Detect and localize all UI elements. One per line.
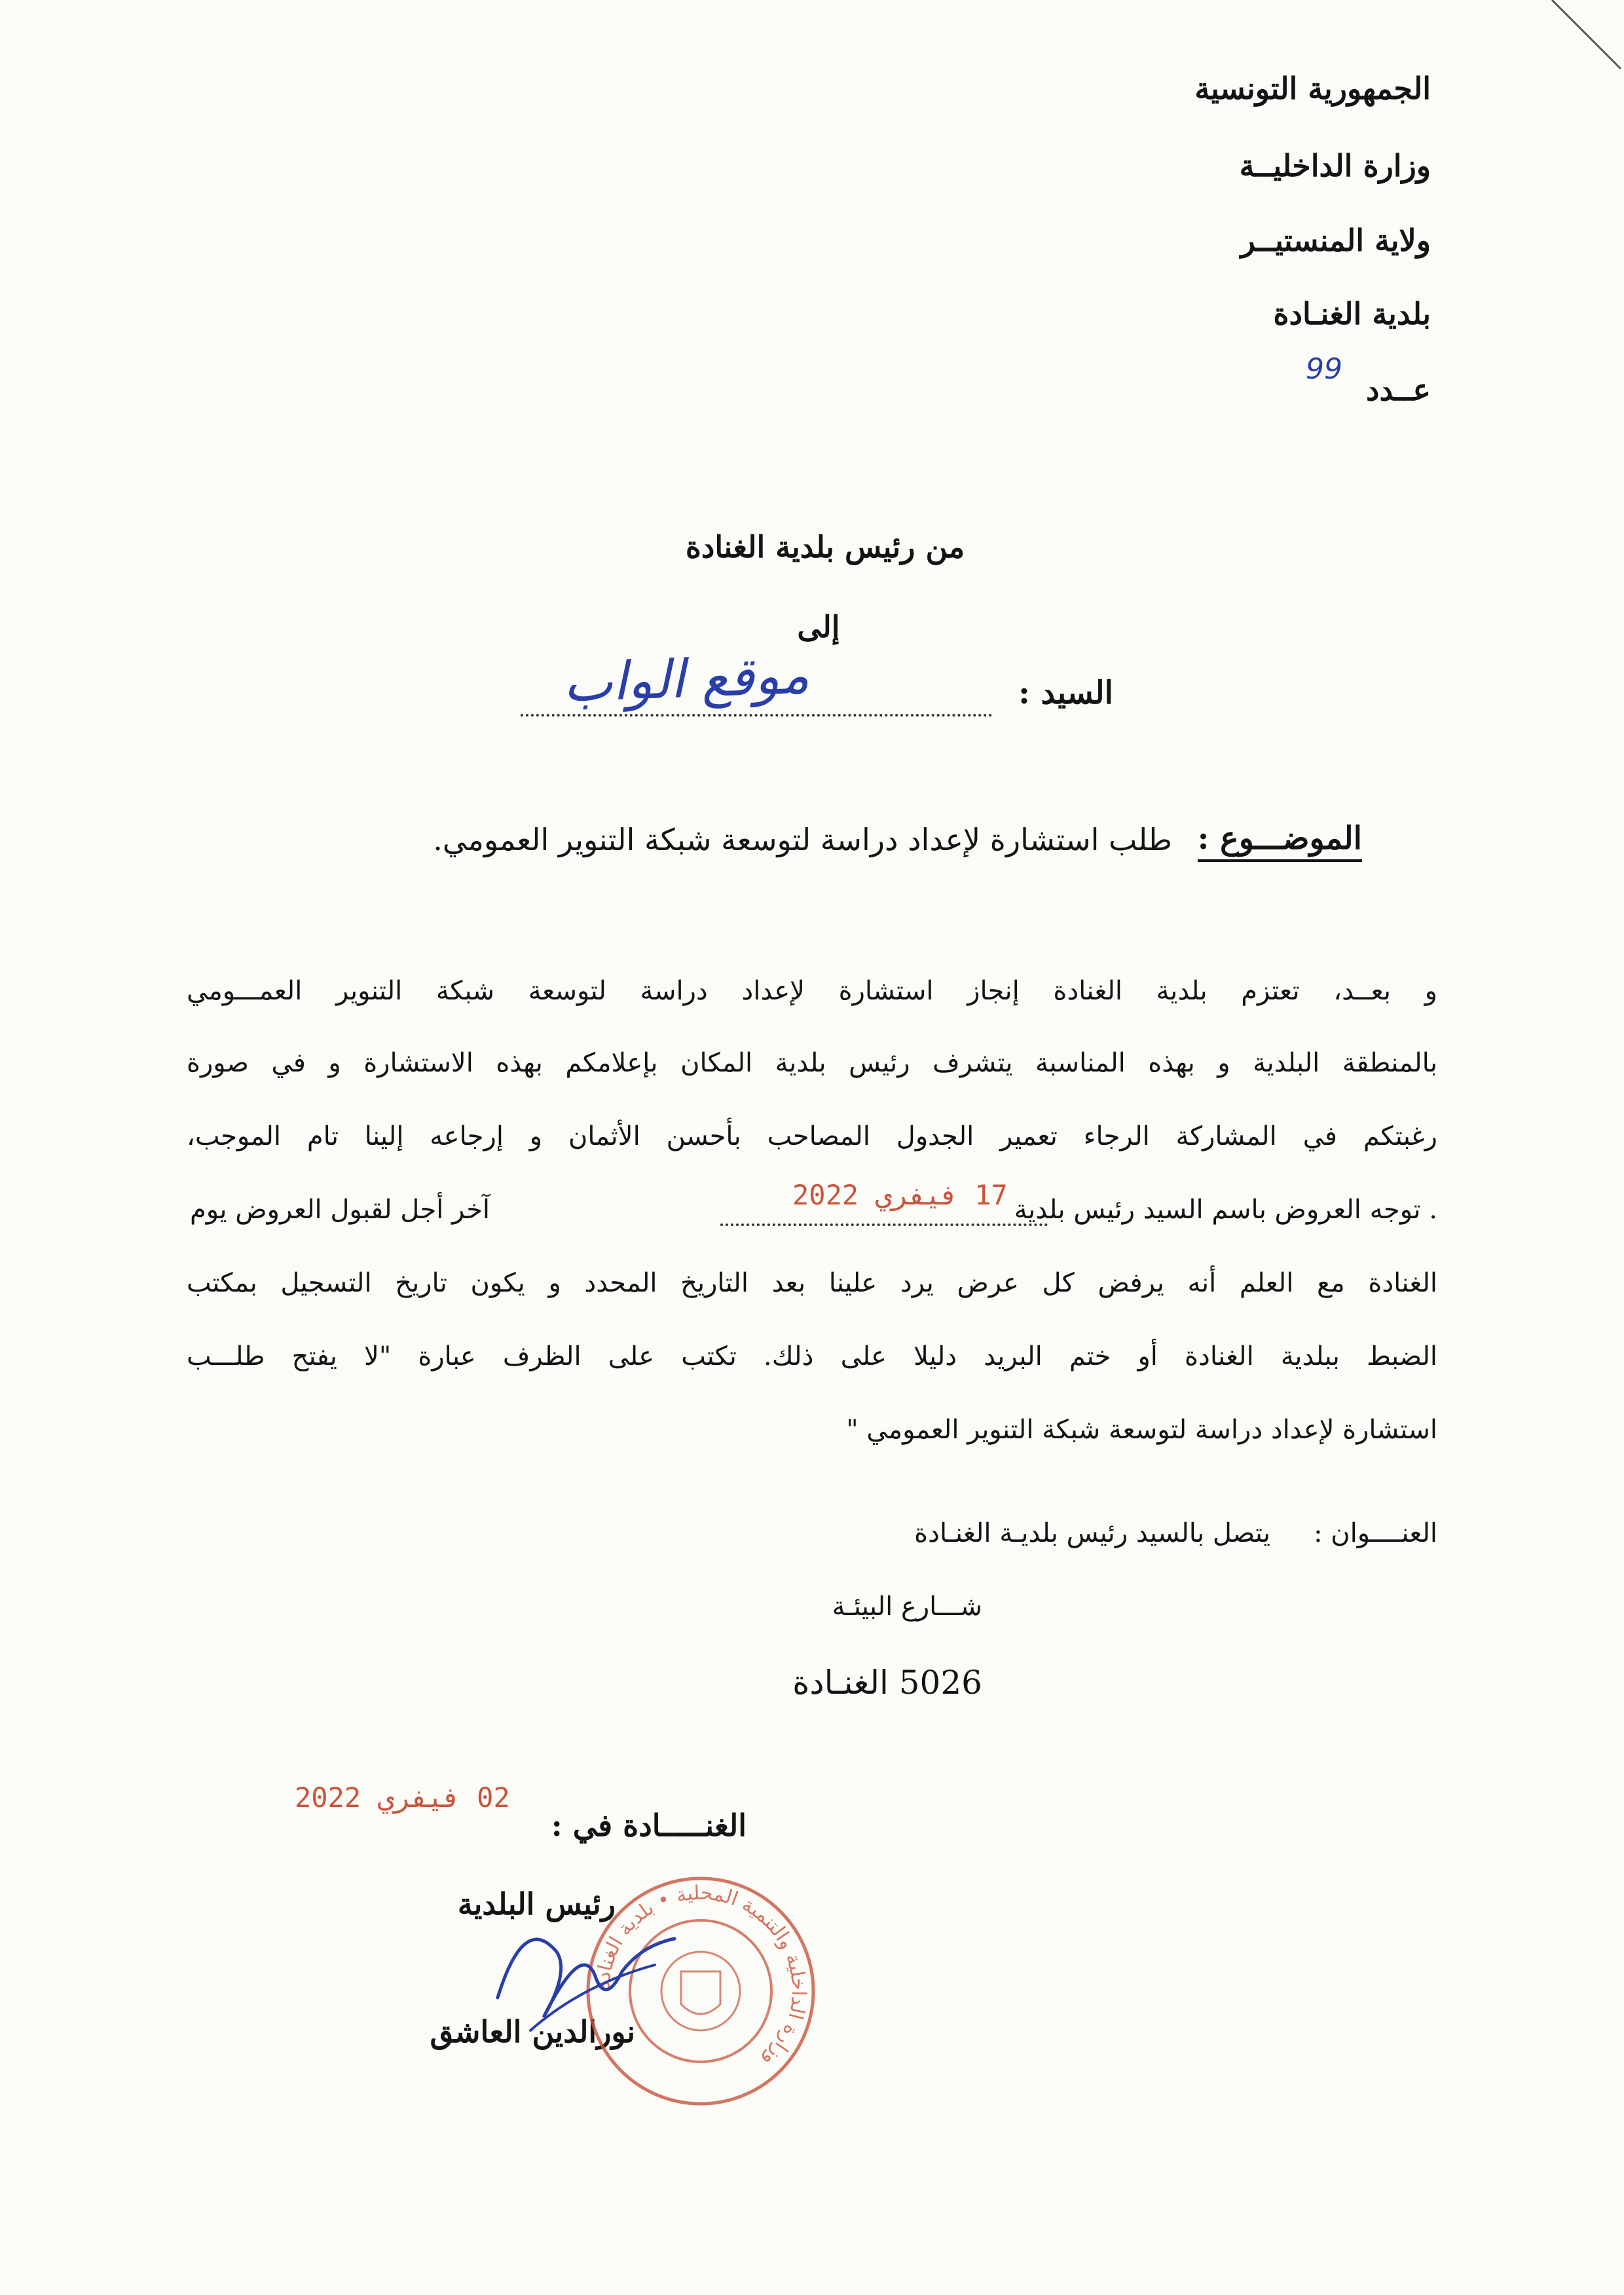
address-line-2: شـــارع البيئـة	[832, 1592, 982, 1622]
signature-name: نورالدين العاشق	[430, 2014, 635, 2049]
body-line-4-end: . توجه العروض باسم السيد رئيس بلدية	[1014, 1195, 1437, 1225]
address-line-1: يتصل بالسيد رئيس بلديـة الغنـادة	[914, 1518, 1270, 1548]
header-governorate: ولاية المنستيــر	[1240, 223, 1431, 258]
subject-text: طلب استشارة لإعداد دراسة لتوسعة شبكة التنوير العمومي.	[433, 822, 1172, 857]
address-label: العنــــوان :	[1314, 1518, 1437, 1548]
signature-place-label: الغنـــــادة في :	[551, 1808, 747, 1843]
handwritten-signature	[485, 1899, 681, 2043]
body-line-5: الغنادة مع العلم أنه يرفض كل عرض يرد علينا بعد التاريخ المحدد و يكون تاريخ التسجيل بمكتب	[187, 1268, 1437, 1298]
mister-label: السيد :	[1018, 675, 1113, 711]
signature-title: رئيس البلدية	[457, 1886, 616, 1922]
to-line: إلى	[797, 609, 840, 644]
body-line-6: الضبط ببلدية الغنادة أو ختم البريد دليلا على ذلك. تكتب على الظرف عبارة "لا يفتح طلـــب	[187, 1341, 1437, 1371]
body-line-2: بالمنطقة البلدية و بهذه المناسبة يتشرف رئيس بلدية المكان بإعلامكم بهذه الاستشارة و في صورة	[187, 1048, 1437, 1078]
stamp-ring-text: وزارة الداخلية والتنمية المحلية • بلدية الغنادة	[591, 1881, 811, 2072]
page-fold-mark	[1545, 0, 1624, 72]
deadline-dotted-line	[720, 1217, 1048, 1226]
subject-label: الموضـــوع :	[1198, 820, 1362, 862]
body-line-1: و بعــد، تعتزم بلدية الغنادة إنجاز استشارة لإعداد دراسة لتوسعة شبكة التنوير العمـــومي	[187, 976, 1437, 1006]
header-number-label: عــدد	[1365, 372, 1431, 407]
address-line-3: 5026 الغنـادة	[792, 1664, 982, 1702]
header-ministry: وزارة الداخليــة	[1239, 148, 1431, 183]
header-republic: الجمهورية التونسية	[1194, 71, 1431, 106]
from-line: من رئيس بلدية الغنادة	[685, 529, 965, 565]
signature-date-stamp: 02 فيفري 2022	[295, 1782, 510, 1814]
header-municipality: بلدية الغنـادة	[1273, 296, 1431, 331]
recipient-handwritten: موقع الواب	[562, 644, 811, 714]
header-number-value: 99	[1306, 352, 1342, 386]
body-line-3: رغبتكم في المشاركة الرجاء تعمير الجدول المصاحب بأحسن الأثمان و إرجاعه إلينا تام الموجب،	[187, 1121, 1437, 1151]
body-line-7: استشارة لإعداد دراسة لتوسعة شبكة التنوير العمومي "	[846, 1415, 1437, 1445]
deadline-date-stamp: 17 فيفري 2022	[792, 1179, 1008, 1211]
body-line-4-start: آخر أجل لقبول العروض يوم	[190, 1195, 490, 1225]
